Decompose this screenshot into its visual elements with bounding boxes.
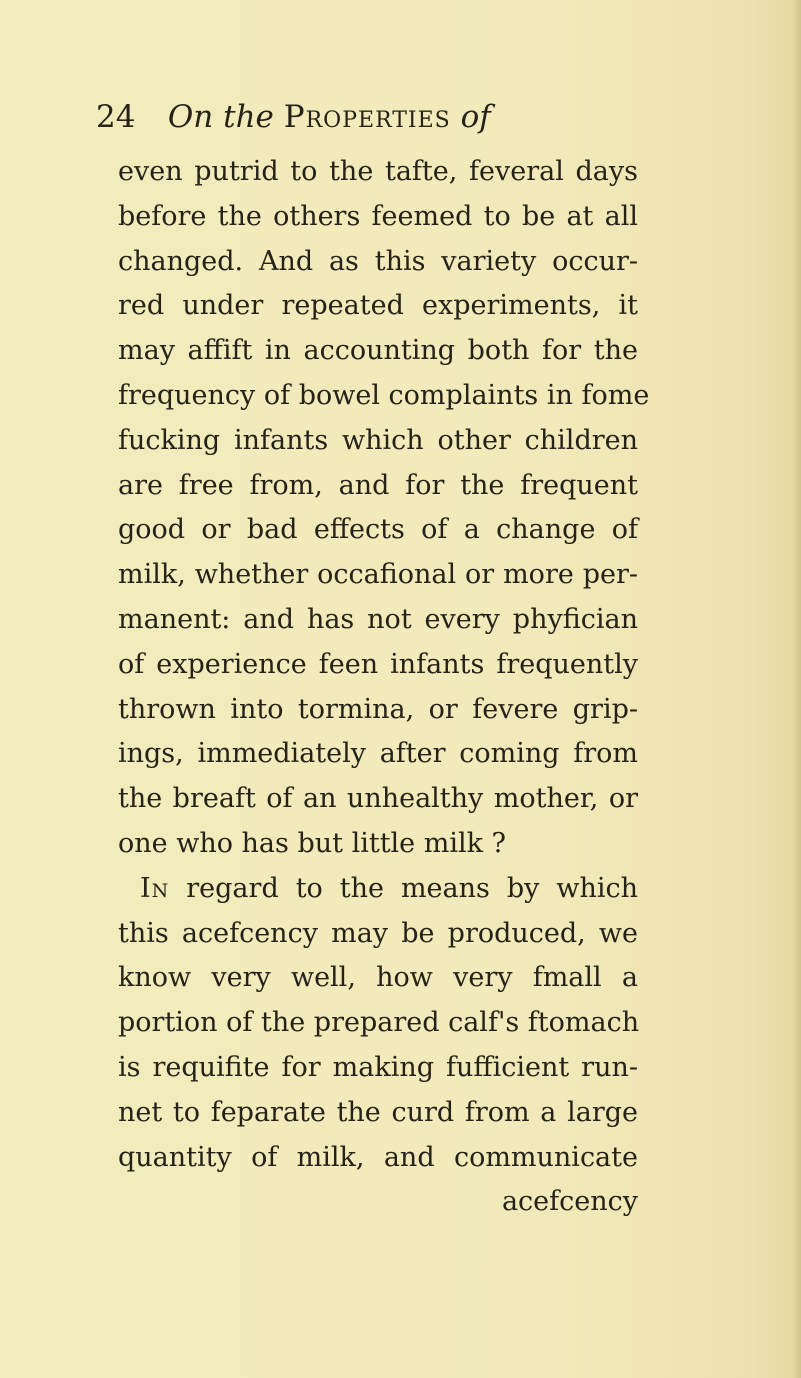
text-line-9: good or bad effects of a change of bbox=[118, 514, 638, 546]
text-line-15: the breaft of an unhealthy mother, or bbox=[118, 783, 638, 815]
text-line-2: before the others feemed to be at all bbox=[118, 200, 638, 232]
text-line-22: net to feparate the curd from a large bbox=[118, 1096, 638, 1128]
text-line-11: manent: and has not every phyfician bbox=[118, 603, 638, 635]
text-line-4: red under repeated experiments, it bbox=[118, 290, 638, 322]
text-line-17 bbox=[118, 867, 638, 912]
running-head-of: of bbox=[460, 99, 491, 135]
running-head bbox=[96, 92, 696, 142]
running-head-the: the bbox=[223, 99, 274, 135]
text-line-1: even putrid to the tafte, feveral days bbox=[118, 156, 638, 187]
running-head-properties: Properties bbox=[283, 99, 451, 135]
text-line-20: portion of the prepared calf's ftomach bbox=[118, 1007, 640, 1039]
text-line-17-rest: regard to the means by which bbox=[186, 872, 638, 904]
text-line-14: ings, immediately after coming from bbox=[118, 738, 638, 770]
text-line-13: thrown into tormina, or fevere grip- bbox=[118, 693, 638, 725]
text-line-3: changed. And as this variety occur- bbox=[118, 245, 638, 277]
catchword: acefcency bbox=[501, 1186, 638, 1218]
text-line-16: one who has but little milk ? bbox=[118, 827, 507, 859]
text-line-10: milk, whether occafional or more per- bbox=[118, 559, 638, 591]
text-line-7: fucking infants which other children bbox=[118, 424, 638, 456]
paragraph-lead-word: In bbox=[140, 872, 170, 904]
text-line-19: know very well, how very fmall a bbox=[118, 962, 638, 994]
text-line-5: may affift in accounting both for the bbox=[118, 335, 638, 367]
page-edge-shadow bbox=[793, 0, 801, 1378]
text-line-23: quantity of milk, and communicate bbox=[118, 1141, 638, 1173]
running-head-on: On bbox=[167, 99, 214, 135]
text-line-8: are free from, and for the frequent bbox=[118, 469, 638, 501]
text-line-21: is requifite for making fufficient run- bbox=[118, 1051, 638, 1083]
text-line-6: frequency of bowel complaints in fome bbox=[118, 379, 650, 411]
body-text bbox=[118, 150, 650, 1225]
page-number: 24 bbox=[96, 99, 136, 135]
text-line-18: this acefcency may be produced, we bbox=[118, 917, 638, 949]
text-line-12: of experience feen infants frequently bbox=[118, 648, 638, 680]
